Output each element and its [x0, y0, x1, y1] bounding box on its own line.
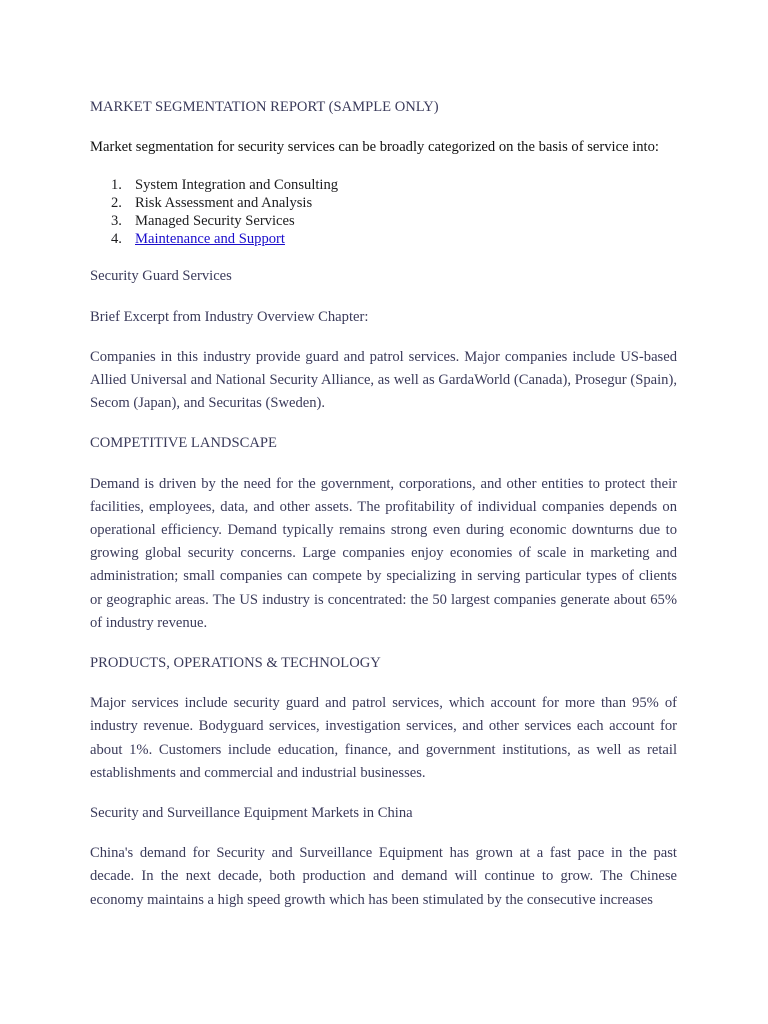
list-item: Managed Security Services [135, 213, 295, 230]
products-paragraph: Major services include security guard and patrol services, which account for more than 95% of industry revenue. Bodyguard services, investigation services, and other services each account for about 1%. Customers include education, finance, and government institutions, as well as retail establishments and commercial and industrial businesses. [90, 695, 677, 781]
products-heading: PRODUCTS, OPERATIONS & TECHNOLOGY [90, 655, 381, 672]
china-paragraph: China's demand for Security and Surveillance Equipment has grown at a fast pace in the past decade. In the next decade, both production and demand will continue to grow. The Chinese economy maintains a high speed growth which has been stimulated by the consecutive increases [90, 845, 677, 908]
document-page [90, 96, 677, 929]
service-list [90, 176, 677, 248]
china-heading: Security and Surveillance Equipment Markets in China [90, 805, 413, 822]
overview-paragraph: Companies in this industry provide guard and patrol services. Major companies include US-based Allied Universal and National Security Alliance, as well as GardaWorld (Canada), Prosegur (Spain), Secom (Japan), and Securitas (Sweden). [90, 348, 677, 412]
maintenance-support-link[interactable]: Maintenance and Support [135, 231, 285, 248]
competitive-paragraph: Demand is driven by the need for the government, corporations, and other entities to protect their facilities, employees, data, and other assets. The profitability of individual companies depends on operational efficiency. Demand typically remains strong even during economic downturns due to growing global security concerns. Large companies enjoy economies of scale in marketing and administration; small companies can compete by specializing in serving particular types of clients or geographic areas. The US industry is concentrated: the 50 largest companies generate about 65% of industry revenue. [90, 475, 677, 631]
list-item: Risk Assessment and Analysis [135, 195, 313, 212]
excerpt-label: Brief Excerpt from Industry Overview Chapter: [90, 308, 369, 325]
guard-services-subheading: Security Guard Services [90, 268, 232, 285]
report-title: MARKET SEGMENTATION REPORT (SAMPLE ONLY) [90, 99, 439, 115]
list-item [135, 230, 677, 248]
intro-paragraph: Market segmentation for security services can be broadly categorized on the basis of service into: [90, 139, 659, 156]
competitive-landscape-heading: COMPETITIVE LANDSCAPE [90, 435, 277, 452]
list-item: System Integration and Consulting [135, 177, 339, 194]
